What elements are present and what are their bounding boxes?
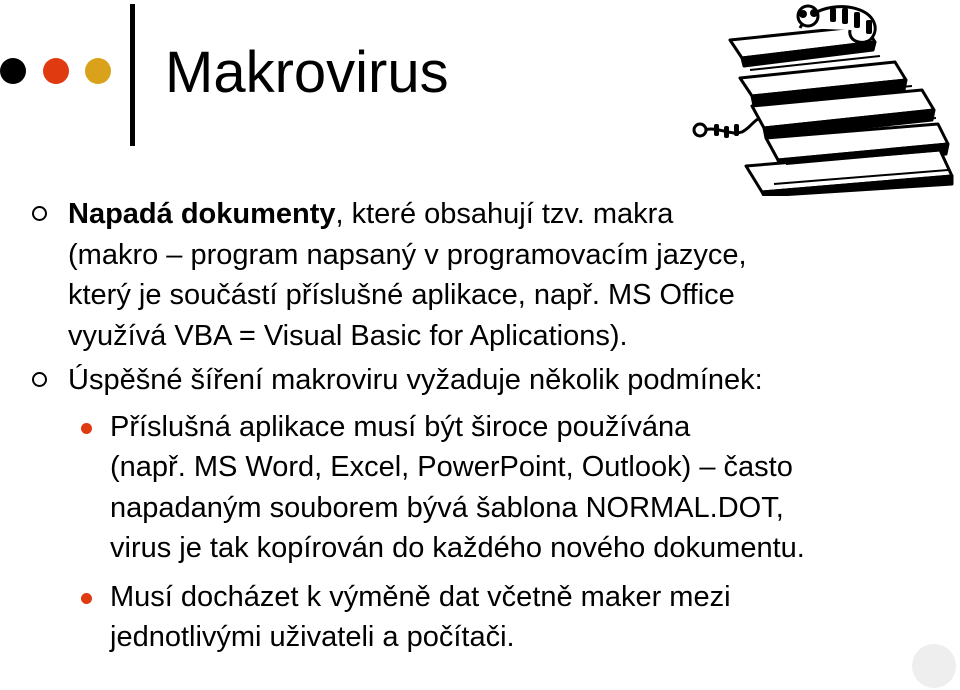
black-dot-icon — [0, 58, 26, 84]
sub-bullet-line: Musí docházet k výměně dat včetně maker mezi — [110, 580, 731, 613]
bullet-spread-conditions — [30, 360, 935, 401]
red-dot-bullet-icon — [81, 593, 92, 604]
sub-bullet-line: (např. MS Word, Excel, PowerPoint, Outlook) – často — [110, 451, 793, 483]
sub-bullet-line: virus je tak kopírován do každého nového dokumentu. — [110, 532, 805, 564]
sub-bullet-data-exchange — [110, 577, 920, 658]
sub-bullet-line: Příslušná aplikace musí být široce používána — [110, 410, 691, 443]
title-divider — [130, 4, 135, 146]
bullet-line: který je součástí příslušné aplikace, např. MS Office — [68, 279, 735, 311]
bullet-line: využívá VBA = Visual Basic for Aplications). — [68, 319, 628, 352]
red-dot-bullet-icon — [81, 423, 92, 434]
sub-bullet-line: napadaným souborem bývá šablona NORMAL.DOT, — [110, 491, 784, 524]
bullet-line: (makro – program napsaný v programovacím jazyce, — [68, 238, 747, 271]
yellow-dot-icon — [85, 58, 111, 84]
sub-bullet-line: jednotlivými uživateli a počítači. — [110, 621, 515, 653]
red-dot-icon — [43, 58, 69, 84]
books-bookworm-icon — [690, 0, 958, 196]
bullet-line — [68, 194, 935, 235]
sub-bullet-widely-used-app — [110, 407, 920, 569]
bullet-line: Úspěšné šíření makroviru vyžaduje několik podmínek: — [68, 364, 763, 396]
ring-bullet-icon — [32, 372, 47, 387]
slide-body — [30, 194, 935, 658]
decorative-dots — [0, 58, 120, 94]
slide-title: Makrovirus — [165, 40, 449, 105]
bold-lead-text: Napadá dokumenty — [68, 198, 336, 230]
bullet-text: , které obsahují tzv. makra — [335, 198, 674, 230]
corner-circle-icon — [912, 644, 956, 688]
bullet-macro-definition — [30, 194, 935, 356]
ring-bullet-icon — [32, 206, 47, 221]
